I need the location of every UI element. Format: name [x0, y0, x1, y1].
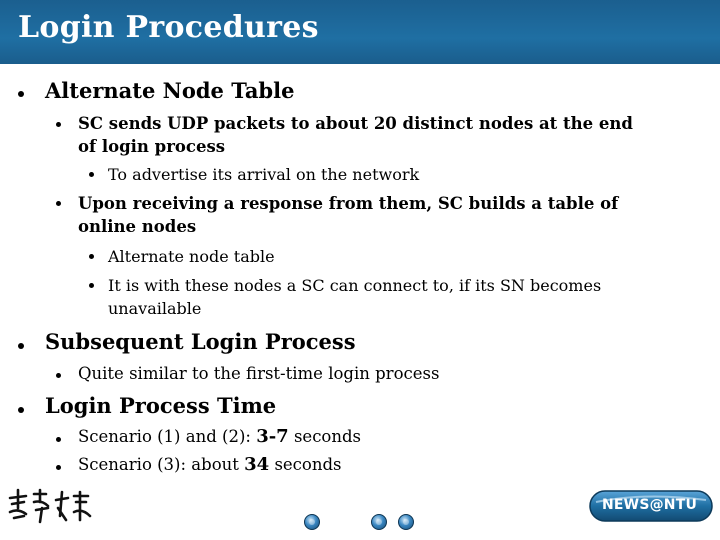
list-item: Upon receiving a response from them, SC builds a table of	[78, 194, 619, 213]
bullet-dot	[18, 407, 24, 413]
scenario-label: Scenario (3): about	[78, 455, 245, 474]
list-item: online nodes	[78, 217, 197, 236]
list-item	[78, 425, 361, 448]
sub-list-item-continued: unavailable	[108, 299, 202, 318]
slide-title: Login Procedures	[18, 10, 319, 45]
bullet-dot	[89, 283, 94, 288]
list-item: of login process	[78, 137, 226, 156]
bullet-dot	[56, 373, 61, 378]
section-heading: Login Process Time	[45, 393, 277, 418]
sub-list-item: To advertise its arrival on the network	[108, 165, 420, 184]
list-item: SC sends UDP packets to about 20 distinct nodes at the end	[78, 114, 633, 133]
scenario-value: 34	[244, 454, 270, 475]
bullet-dot	[56, 437, 61, 442]
scenario-value: 3-7	[256, 426, 289, 447]
scenario-label: Scenario (1) and (2):	[78, 427, 257, 446]
list-item	[78, 453, 342, 476]
bullet-dot	[89, 254, 94, 259]
bullet-dot	[56, 122, 61, 127]
sub-list-item: Alternate node table	[108, 247, 275, 266]
bullet-dot	[56, 465, 61, 470]
section-heading: Subsequent Login Process	[45, 329, 356, 354]
section-heading: Alternate Node Table	[45, 78, 295, 103]
bullet-dot	[56, 201, 61, 206]
home-button[interactable]	[371, 514, 387, 530]
university-calligraphy-logo	[4, 486, 94, 526]
bullet-dot	[89, 172, 94, 177]
bullet-dot	[18, 343, 24, 349]
title-bar	[0, 0, 720, 64]
scenario-unit: seconds	[269, 455, 342, 474]
scenario-unit: seconds	[288, 427, 362, 446]
bullet-dot	[18, 91, 24, 97]
next-slide-button[interactable]	[398, 514, 414, 530]
previous-slide-button[interactable]	[304, 514, 320, 530]
sub-list-item: It is with these nodes a SC can connect to, if its SN becomes	[108, 276, 602, 295]
news-brand-label: NEWS@NTU	[602, 497, 698, 513]
list-item: Quite similar to the first-time login process	[78, 364, 440, 383]
